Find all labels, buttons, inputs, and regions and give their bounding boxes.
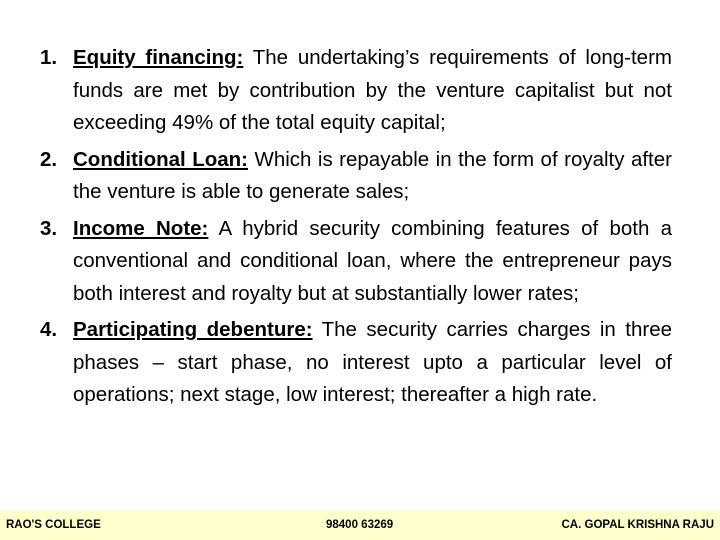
list-item-description: The security carries charges in three phases – start phase, no interest upto a particular level of operations; next stage, low interest; thereafter a high rate.	[73, 318, 672, 406]
list-item-term: Participating debenture:	[73, 318, 313, 341]
list-item-number: 3.	[40, 216, 58, 240]
financing-types-list	[40, 42, 672, 416]
footer-phone-number: 98400 63269	[326, 519, 394, 531]
list-item-description: Which is repayable in the form of royalty after the venture is able to generate sales;	[73, 147, 672, 203]
list-item-term: Income Note:	[73, 216, 209, 240]
list-item-term: Equity financing:	[73, 46, 244, 69]
list-item-participating-debenture	[40, 314, 672, 412]
list-item-equity-financing	[40, 42, 672, 140]
list-item-number: 2.	[40, 147, 58, 171]
footer-college-name: RAO'S COLLEGE	[6, 519, 101, 531]
footer-author-name: CA. GOPAL KRISHNA RAJU	[561, 519, 714, 531]
list-item-income-note	[40, 213, 672, 311]
list-item-number: 4.	[40, 318, 58, 341]
list-item-description: A hybrid security combining features of both a conventional and conditional loan, where the entrepreneur pays both interest and royalty but at substantially lower rates;	[73, 216, 672, 305]
list-item-conditional-loan	[40, 144, 672, 209]
list-item-term: Conditional Loan:	[73, 147, 248, 171]
slide-footer	[0, 510, 720, 540]
list-item-number: 1.	[40, 46, 58, 69]
list-item-description: The undertaking’s requirements of long-term funds are met by contribution by the venture capitalist but not exceeding 49% of the total equity capital;	[73, 46, 672, 134]
